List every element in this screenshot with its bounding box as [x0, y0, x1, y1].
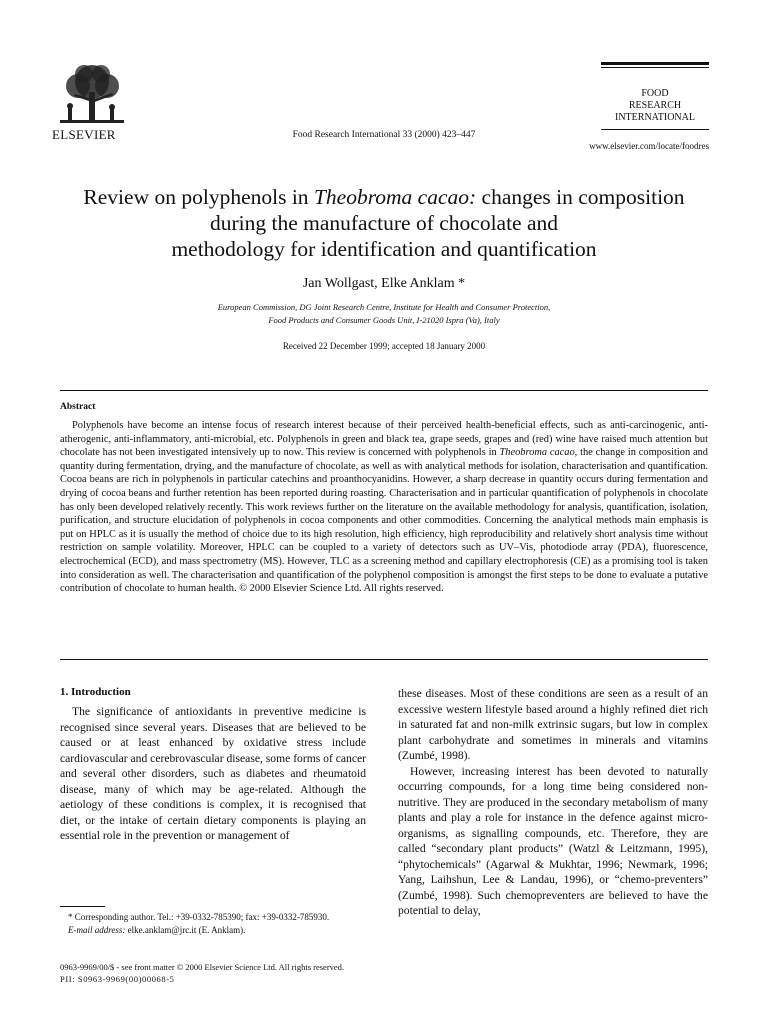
divider [60, 659, 708, 660]
email-label: E-mail address: [68, 924, 126, 935]
journal-reference: Food Research International 33 (2000) 423–447 [292, 130, 476, 140]
journal-title-box [601, 62, 709, 130]
authors: Jan Wollgast, Elke Anklam * [302, 276, 466, 291]
journal-title-line: RESEARCH [628, 100, 682, 111]
title-part: changes in composition [476, 185, 685, 209]
pii: PII: S0963-9969(00)00068-5 [60, 974, 175, 984]
journal-url[interactable]: www.elsevier.com/locate/foodres [589, 141, 709, 151]
abstract-part: Polyphenols have become an intense focus of research interest because of their perceived health-beneficial effects, such as anti-carcinogenic, anti-atherogenic, anti-inflammatory, anti-microbial, etc. Polyphenols in green and black tea, grape seeds, grapes and (red) wine have raised much attention but chocolate has not been investigated intensively up to now. This review is concerned with polyphenols in [60, 420, 708, 459]
abstract-species: Theobroma cacao [499, 447, 575, 459]
corresponding-author: * Corresponding author. Tel.: +39-0332-785390; fax: +39-0332-785930. [68, 912, 330, 922]
abstract-text [60, 419, 708, 596]
paragraph: these diseases. Most of these conditions are seen as a result of an excessive western lifestyle based around a highly refined diet rich in saturated fat and non-milk extrinsic sugars, but low in complex plant carbohydrate and sometimes in minerals and vitamins (Zumbé, 1998). [398, 687, 708, 762]
article-title [40, 184, 728, 262]
title-line: during the manufacture of chocolate and [209, 211, 559, 235]
email-address[interactable]: elke.anklam@jrc.it (E. Anklam). [125, 924, 246, 935]
received-dates: Received 22 December 1999; accepted 18 January 2000 [282, 341, 486, 351]
elsevier-tree-logo [54, 62, 130, 128]
title-part: Review on polyphenols in [83, 185, 314, 209]
affiliation [60, 301, 708, 327]
footnote [60, 911, 366, 936]
paragraph: The significance of antioxidants in preventive medicine is recognised since several years. Diseases that are believed to be caused or at least enhanced by oxidative stress include cardiovascular and cerebrovascular disease, some forms of cancer and several other disorders, such as diabetes and rheumatoid disease, many of which may be age-related. Although the aetiology of these conditions is complex, it is recognised that diet, or the intake of certain dietary components is playing an essential role in the prevention or management of [60, 705, 366, 842]
publisher-name: ELSEVIER [52, 127, 116, 142]
journal-title-line: INTERNATIONAL [615, 112, 695, 123]
column-right [398, 686, 708, 919]
section-heading: 1. Introduction [60, 686, 131, 698]
paragraph: However, increasing interest has been devoted to naturally occurring compounds, for a long time being considered non-nutritive. They are produced in the secondary metabolism of many plants and play a role for instance in the defence against micro-organisms, as signalling compounds, etc. Therefore, they are called “secondary plant products” (Watzl & Leitzmann, 1995), “phytochemicals” (Agarwal & Mukhtar, 1996; Newmark, 1996; Yang, Laihshun, Lee & Landau, 1996), or “chemo-preventers” (Zumbé, 1998). Such chemopreventers are believed to have the potential to delay, [398, 764, 708, 917]
footnote-divider [60, 906, 105, 907]
copyright-footer [60, 961, 344, 985]
journal-title-line: FOOD [641, 88, 669, 99]
affiliation-line: European Commission, DG Joint Research Centre, Institute for Health and Consumer Protection, [217, 302, 551, 312]
divider [60, 390, 708, 391]
title-species: Theobroma cacao: [313, 185, 477, 209]
abstract-part: , the change in composition and quantity during fermentation, drying, and the manufacture of chocolate, as well as with analytical methods for isolation, characterisation and quantification. Cocoa beans are rich in polyphenols in particular catechins and proanthocyanidins. However, a sharp decrease in quantity occurs during fermentation and drying of cocoa beans and further retention has been reported during roasting. Characterisation and in particular quantification of polyphenols in chocolate has only been developed relatively recently. This work reviews further on the literature on the available methodology for analysis, quantification, isolation, purification, and structure elucidation of polyphenols in cocoa components and other commodities. Concerning the analytical methods main emphasis is put on HPLC as it is usually the method of choice due to its high resolution, high efficiency, high reproducibility and relatively short analysis time without restriction on sample volatility. Moreover, HPLC can be coupled to a variety of detectors such as UV–Vis, photodiode array (PDA), fluorescence, electrochemical (ECD), and mass spectrometry (MS). However, TLC as a screening method and capillary electrophoresis (CE) as a promising tool is taken into consideration as well. The characterisation and quantification of the polyphenol composition is amongst the first steps to be done to evaluate a putative contribution of chocolate to human health. © 2000 Elsevier Science Ltd. All rights reserved. [60, 447, 708, 595]
abstract-heading: Abstract [60, 402, 96, 412]
affiliation-line: Food Products and Consumer Goods Unit, I-21020 Ispra (Va), Italy [268, 315, 500, 325]
column-left [60, 704, 366, 844]
front-matter: 0963-9969/00/$ - see front matter © 2000 Elsevier Science Ltd. All rights reserved. [60, 962, 345, 972]
title-line: methodology for identification and quantification [171, 237, 597, 261]
